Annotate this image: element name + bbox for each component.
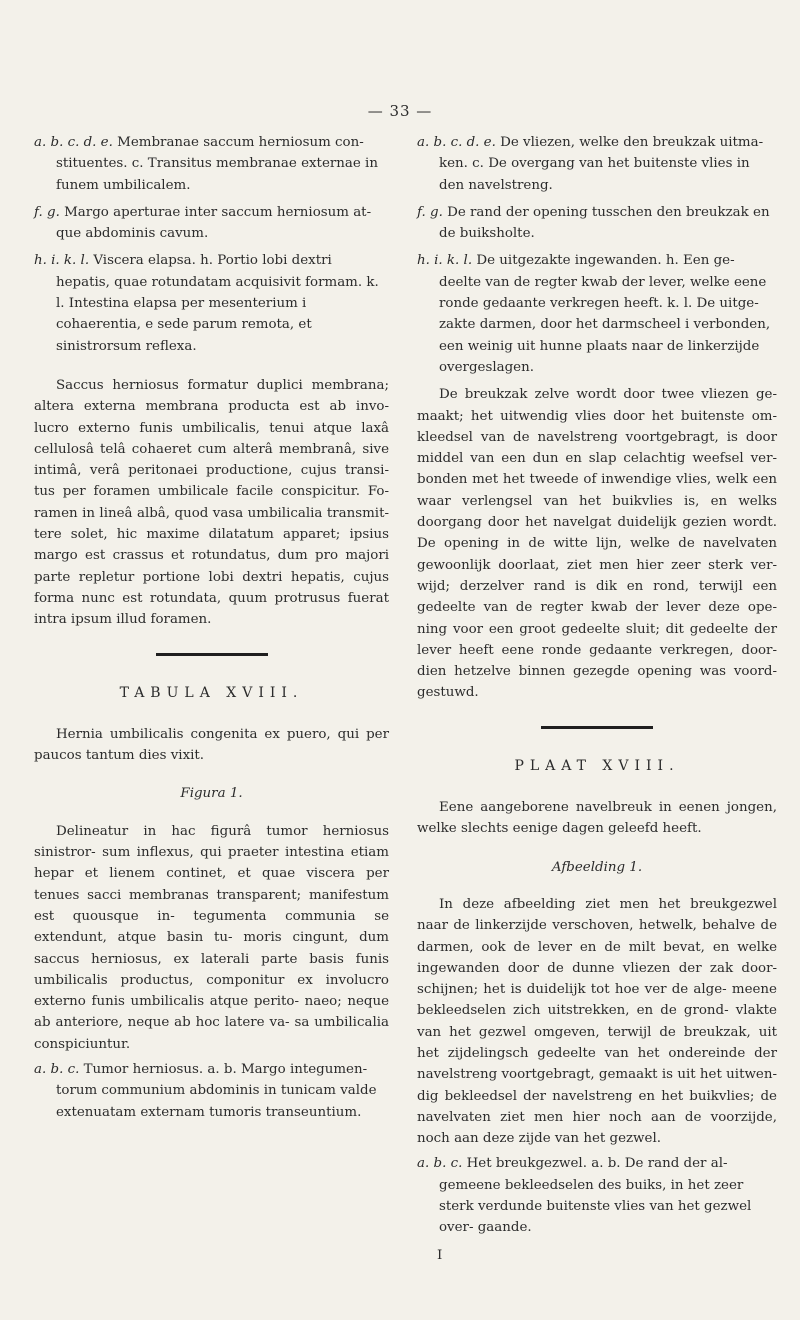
signature-mark: I xyxy=(437,1247,443,1263)
plate-intro: Hernia umbilicalis congenita ex puero, qui per paucos tantum dies vixit. xyxy=(34,726,389,764)
legend-text: Viscera elapsa. h. Portio lobi dextri hepatis, quae rotundatam acquisivit formam. k. l. Intestina elapsa per mesenterium i cohaerentia, e sede parum remota, et sinistrorsum reflexa. xyxy=(56,253,379,354)
section-divider xyxy=(156,653,268,656)
figure-paragraph: Delineatur in hac figurâ tumor herniosus sinistror- sum inflexus, qui praeter intestina etiam hepar et lienem continet, et quae viscera per tenues sacci membranas transparent; manifestum est quousque in- tegumenta communia se extendunt, atque basin tu- moris cingunt, dum saccus herniosus, ex laterali parte basis funis umbilicalis productus, componitur ex involucro externo funis umbilicalis atque perito- naeo; neque ab anteriore, neque ab hoc latere va- sa umbilicalia conspiciuntur. xyxy=(34,823,389,1052)
legend-entry xyxy=(417,132,777,196)
plate-title: TABULA XVIII. xyxy=(119,684,304,701)
plate-intro: Eene aangeborene navelbreuk in eenen jongen, welke slechts eenige dagen geleefd heeft. xyxy=(417,800,777,837)
legend-text: Membranae saccum herniosum con- stituentes. c. Transitus membranae externae in funem umbilicalem. xyxy=(56,135,378,193)
legend-key: h. i. k. l. xyxy=(417,253,473,269)
dutch-column xyxy=(417,132,777,1266)
legend-key: a. b. c. xyxy=(34,1061,80,1077)
legend-key: h. i. k. l. xyxy=(34,253,90,269)
legend-text: De uitgezakte ingewanden. h. Een ge- deelte van de regter kwab der lever, welke eene ronde gedaante verkregen heeft. k. l. De uitge- zakte darmen, door het darmscheel i verbonden, een weinig uit hunne plaats naar de linkerzijde overgeslagen. xyxy=(439,253,771,375)
latin-column xyxy=(34,132,389,1129)
legend-text: De rand der opening tusschen den breukzak en de buiksholte. xyxy=(439,204,770,242)
page-number: — 33 — xyxy=(367,102,433,120)
section-divider xyxy=(541,726,653,729)
legend-key: f. g. xyxy=(417,204,443,220)
legend-key: a. b. c. d. e. xyxy=(34,135,113,150)
body-paragraph: De breukzak zelve wordt door twee vliezen ge- maakt; het uitwendig vlies door het buitenste om- kleedsel van de navelstreng voortgebragt, is door middel van een dun en slap celachtig weefsel ver- bonden met het tweede of inwendige vlies, welk een waar verlengsel van het buikvlies is, en welks doorgang door het navelgat duidelijk gezien wordt. De opening in de witte lijn, welke de navelvaten gewoonlijk doorlaat, ziet men hier zeer sterk ver- wijd; derzelver rand is dik en rond, terwijl een gedeelte van de regter kwab der lever deze ope- ning voor een groot gedeelte sluit; dit gedeelte der lever heeft eene ronde gedaante verkregen, door- dien hetzelve binnen gezegde opening was voord- gestuwd. xyxy=(417,387,777,701)
figure-legend-entry xyxy=(417,1153,777,1238)
legend-text: De vliezen, welke den breukzak uitma- ken. c. De overgang van het buitenste vlies in den navelstreng. xyxy=(439,135,764,193)
figure-legend-entry xyxy=(34,1059,389,1123)
legend-key: f. g. xyxy=(34,204,60,220)
legend-text: Margo aperturae inter saccum herniosum at- que abdominis cavum. xyxy=(56,204,372,242)
body-paragraph: Saccus herniosus formatur duplici membrana; altera externa membrana producta est ab invo- lucro externo funis umbilicalis, tenui atque laxâ cellulosâ telâ cohaeret cum alterâ membranâ, sive intimâ, verâ peritonaei productione, cujus transi- tus per foramen umbilicale facile conspicitur. Fo- ramen in lineâ albâ, quod vasa umbilicalia transmit- tere solet, hic maxime dilatatum apparet; ipsius margo est crassus et rotundatus, dum pro majori parte repletur portione lobi dextri hepatis, cujus forma nunc est rotundata, quum protrusus fuerat intra ipsum illud foramen. xyxy=(34,377,389,628)
legend-entry xyxy=(417,250,777,378)
legend-key: a. b. c. d. e. xyxy=(417,135,496,150)
legend-entry xyxy=(34,250,389,356)
figure-title: Afbeelding 1. xyxy=(551,859,643,875)
figure-paragraph: In deze afbeelding ziet men het breukgezwel naar de linkerzijde verschoven, hetwelk, behalve de darmen, ook de lever en de milt bevat, en welke ingewanden door de dunne vliezen der zak door- schijnen; het is duidelijk tot hoe ver de alge- meene bekleedselen zich uitstrekken, en de grond- vlakte van het gezwel omgeven, terwijl de breukzak, uit het zijdelingsch gedeelte van het ondereinde der navelstreng voortgebragt, gemaakt is uit het uitwen- dig bekleedsel der navelstreng en het buikvlies; de navelvaten ziet men hier noch aan de voorzijde, noch aan deze zijde van het gezwel. xyxy=(417,896,777,1147)
legend-entry xyxy=(34,132,389,196)
legend-entry xyxy=(417,202,777,245)
figure-title: Figura 1. xyxy=(180,786,243,802)
legend-text: Tumor herniosus. a. b. Margo integumen- torum communium abdominis in tunicam valde extenuatam externam tumoris transeuntium. xyxy=(56,1061,377,1120)
legend-key: a. b. c. xyxy=(417,1156,463,1172)
legend-entry xyxy=(34,202,389,245)
legend-text: Het breukgezwel. a. b. De rand der al- gemeene bekleedselen des buiks, in het zeer sterk verdunde buitenste vlies van het gezwel over- gaande. xyxy=(439,1156,752,1236)
plate-title: PLAAT XVIII. xyxy=(514,757,680,774)
